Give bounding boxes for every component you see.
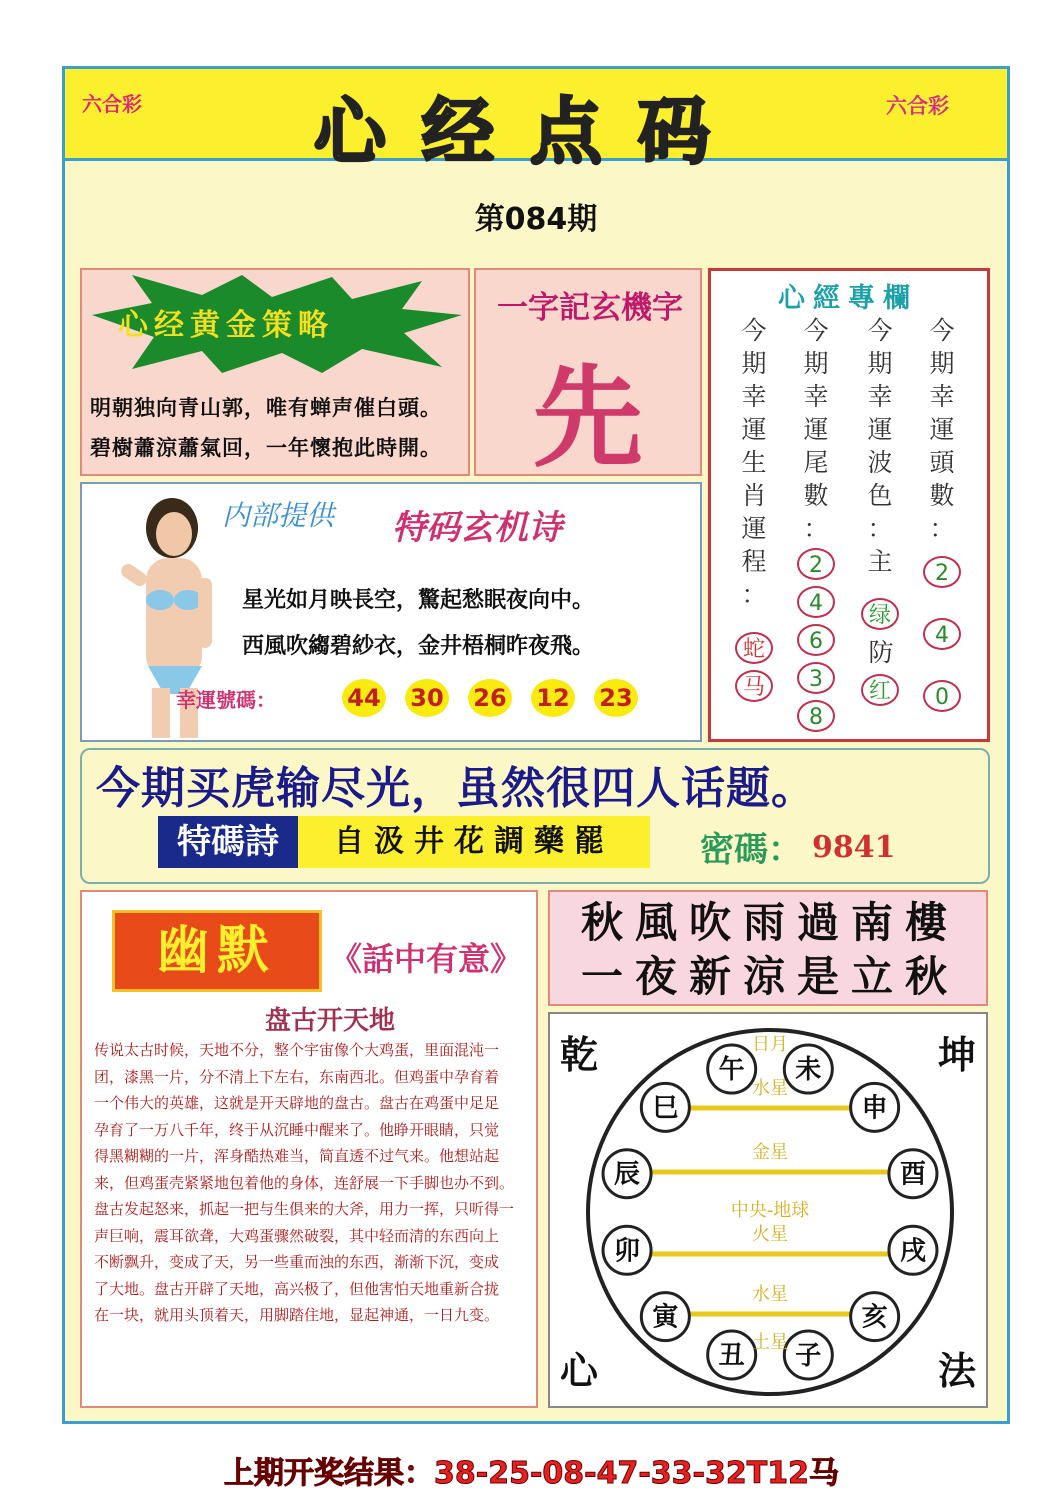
mystic-char: 先 [533, 353, 643, 482]
humor-line: 声巨响，震耳欲聋，大鸡蛋骤然破裂，其中轻而清的东西向上 [94, 1226, 500, 1245]
column-label-char: ： [803, 514, 829, 543]
humor-line: 盘古发起怒来，抓起一把与生俱来的大斧，用力一挥，只听得一 [94, 1200, 515, 1218]
column-label-char: 尾 [803, 448, 829, 477]
column-label-char: ： [929, 514, 955, 543]
corner-fa: 法 [938, 1348, 977, 1393]
humor-badge: 幽默 [112, 910, 322, 992]
column-title: 心經專欄 [778, 283, 918, 314]
column-label-char: 運 [867, 415, 893, 444]
column-label-char: 肖 [741, 481, 767, 510]
column-label-char: 期 [741, 349, 767, 378]
verse-text: 今期买虎输尽光，虽然很四人话题。 [96, 763, 816, 814]
issue-number: 第084期 [474, 202, 598, 237]
column-label-char: 波 [867, 448, 893, 477]
gold-poem-line: 碧樹蕭涼蕭氣回，一年懷抱此時開。 [90, 435, 442, 460]
mystic-title: 一字記玄機字 [497, 290, 683, 326]
humor-line: 一个伟大的英雄，这就是开天辟地的盘古。盘古在鸡蛋中足足 [94, 1094, 500, 1112]
column-value: 4 [923, 618, 961, 650]
column-label-char: 色 [867, 481, 893, 510]
ring-branch-label: 子 [795, 1340, 822, 1371]
humor-line: 了大地。盘古开辟了天地，高兴极了，但他害怕天地重新合拢 [94, 1279, 500, 1298]
poem-line: 西風吹縐碧紗衣，金井梧桐昨夜飛。 [242, 633, 595, 659]
humor-line: 孕育了一万八千年，终于从沉睡中醒来了。他睁开眼睛，只觉 [94, 1120, 500, 1139]
column-label-char: 程 [741, 547, 767, 576]
ring-branch-label: 丑 [718, 1340, 745, 1371]
column-value: 4 [797, 586, 835, 618]
poem-subtitle-internal: 内部提供 [222, 499, 335, 532]
humor-line: 得黑糊糊的一片，浑身酷热难当，简直透不过气来。他想站起 [94, 1147, 500, 1165]
ring-branch-label: 戌 [899, 1236, 926, 1267]
logo-left: 六合彩 [82, 92, 142, 116]
column-value: 2 [797, 548, 835, 580]
autumn-poem [560, 896, 980, 1004]
column-label-char: ： [867, 514, 893, 543]
column-label-char: 今 [867, 316, 893, 345]
special-poem-label: 特碼詩 [158, 816, 298, 868]
ring-branch-label: 寅 [652, 1302, 679, 1333]
lucky-label: 幸運號碼： [176, 688, 276, 712]
autumn-line: 一夜新涼是立秋 [580, 952, 959, 1001]
ring-planet-label: 日月 [752, 1034, 788, 1055]
column-label-char: 幸 [929, 382, 955, 411]
gold-poem [90, 388, 442, 468]
ring-planet-label: 水星 [752, 1078, 788, 1099]
lucky-number-ball: 30 [405, 679, 449, 717]
ring-branch-label: 未 [795, 1055, 822, 1086]
column-value: 3 [797, 662, 835, 694]
ring-branch-label: 巳 [652, 1093, 679, 1124]
column-label-char: ： [741, 580, 767, 609]
last-result: 上期开奖结果：38-25-08-47-33-32T12马 [224, 1456, 839, 1491]
column-label-char: 幸 [741, 382, 767, 411]
column-value: 马 [735, 670, 773, 702]
humor-line: 传说太古时候，天地不分，整个宇宙像个大鸡蛋，里面混沌一 [94, 1041, 500, 1059]
password-value: 9841 [812, 830, 896, 865]
column-value: 0 [923, 680, 961, 712]
ring-planet-label: 土星 [752, 1332, 788, 1353]
ring-branch-label: 辰 [614, 1159, 641, 1190]
ring-planet-label: 火星 [752, 1224, 788, 1245]
column-value: 2 [923, 556, 961, 588]
ring-branch-label: 申 [861, 1093, 888, 1124]
zodiac-ring [580, 1022, 960, 1402]
column-label-char: 頭 [929, 448, 955, 477]
humor-line: 来，但鸡蛋壳紧紧地包着他的身体，连舒展一下手脚也办不到。 [94, 1173, 515, 1192]
humor-line: 在一块，就用头顶着天，用脚踏住地，显起神通，一日九变。 [94, 1306, 500, 1324]
column-label-char: 主 [867, 547, 893, 576]
column-label-char: 幸 [803, 382, 829, 411]
column-label-char: 運 [741, 514, 767, 543]
corner-kun: 坤 [938, 1032, 977, 1077]
column-label-char: 今 [741, 316, 767, 345]
gold-title: 心经黄金策略 [118, 308, 334, 343]
ring-planet-label: 水星 [752, 1284, 788, 1305]
column-label-char: 期 [803, 349, 829, 378]
password-label: 密碼： [700, 830, 802, 870]
column-value: 蛇 [735, 632, 773, 664]
corner-xin: 心 [560, 1348, 599, 1393]
humor-line: 团，漆黑一片，分不清上下左右，东南西北。但鸡蛋中孕育着 [94, 1067, 500, 1086]
corner-qian: 乾 [560, 1032, 599, 1077]
column-label-char: 今 [929, 316, 955, 345]
humor-body [94, 1037, 534, 1329]
special-poem-text: 自汲井花調藥罷 [298, 816, 650, 868]
ring-planet-label: 中央-地球 [730, 1200, 810, 1221]
humor-line: 不断飘升，变成了天，另一些重而浊的东西，渐渐下沉，变成 [94, 1253, 500, 1271]
humor-title: 盘古开天地 [264, 1006, 395, 1036]
column-label-char: 今 [803, 316, 829, 345]
ring-branch-label: 酉 [899, 1159, 926, 1190]
column-value: 红 [861, 674, 899, 706]
lucky-number-ball: 26 [468, 679, 512, 717]
ring-branch-label: 午 [718, 1055, 745, 1086]
ring-branch-label: 卯 [614, 1236, 641, 1267]
lucky-number-ball: 44 [342, 679, 386, 717]
column-label-char: 幸 [867, 382, 893, 411]
column-label-char: 數 [929, 481, 955, 510]
ring-planet-label: 金星 [752, 1142, 788, 1163]
column-label-char: 數 [803, 481, 829, 510]
ring-branch-label: 亥 [861, 1302, 888, 1333]
column-label-char: 運 [741, 415, 767, 444]
humor-subtitle: 《話中有意》 [330, 940, 523, 978]
column-value: 8 [797, 700, 835, 732]
gold-poem-line: 明朝独向青山郭，唯有蝉声催白頭。 [90, 395, 442, 420]
column-label-char: 期 [867, 349, 893, 378]
column-label-char: 期 [929, 349, 955, 378]
column-label-char: 運 [803, 415, 829, 444]
page-title: 心经点码 [313, 89, 746, 174]
logo-right: 六合彩 [886, 94, 949, 118]
column-value: 防 [868, 638, 894, 667]
poem-subtitle-title: 特码玄机诗 [392, 508, 562, 548]
lucky-number-ball: 12 [531, 679, 575, 717]
column-label-char: 生 [741, 448, 767, 477]
column-label-char: 運 [929, 415, 955, 444]
column-value: 绿 [861, 598, 899, 630]
autumn-line: 秋風吹雨過南樓 [580, 898, 959, 947]
poem-lines [242, 577, 594, 669]
lucky-number-ball: 23 [594, 679, 638, 717]
poem-line: 星光如月映長空，驚起愁眠夜向中。 [242, 587, 595, 613]
column-value: 6 [797, 624, 835, 656]
